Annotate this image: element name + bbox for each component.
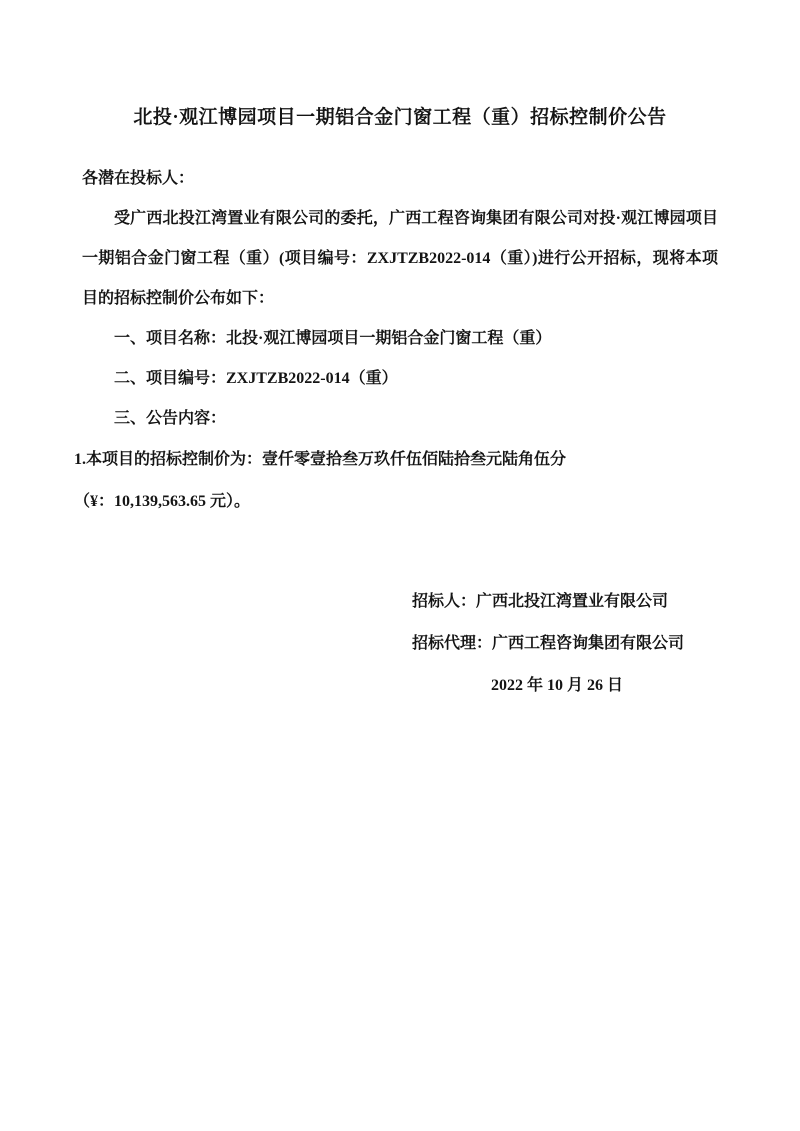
list-item-project-name: 一、项目名称：北投·观江博园项目一期铝合金门窗工程（重） <box>114 330 552 347</box>
page-title: 北投·观江博园项目一期铝合金门窗工程（重）招标控制价公告 <box>133 107 667 128</box>
list-item-project-number: 二、项目编号：ZXJTZB2022-014（重） <box>114 370 398 387</box>
date-line: 2022 年 10 月 26 日 <box>490 677 623 694</box>
intro-paragraph: 受广西北投江湾置业有限公司的委托，广西工程咨询集团有限公司对投·观江博园项目一期铝合金门窗工程（重）(项目编号：ZXJTZB2022-014（重）)进行公开招标，现将本项目的招标控制价公布如下： <box>82 210 718 307</box>
tenderer-line: 招标人：广西北投江湾置业有限公司 <box>412 593 669 610</box>
control-price-words: 1.本项目的招标控制价为：壹仟零壹拾叁万玖仟伍佰陆拾叁元陆角伍分 <box>74 451 567 468</box>
signature-block <box>412 581 702 707</box>
agent-line: 招标代理：广西工程咨询集团有限公司 <box>412 635 685 652</box>
salutation-line: 各潜在投标人： <box>82 170 195 187</box>
item-list <box>82 319 718 439</box>
list-item-announcement-content: 三、公告内容： <box>114 410 227 427</box>
control-price-block <box>74 439 718 523</box>
control-price-numeric: （¥：10,139,563.65 元）。 <box>74 493 251 510</box>
